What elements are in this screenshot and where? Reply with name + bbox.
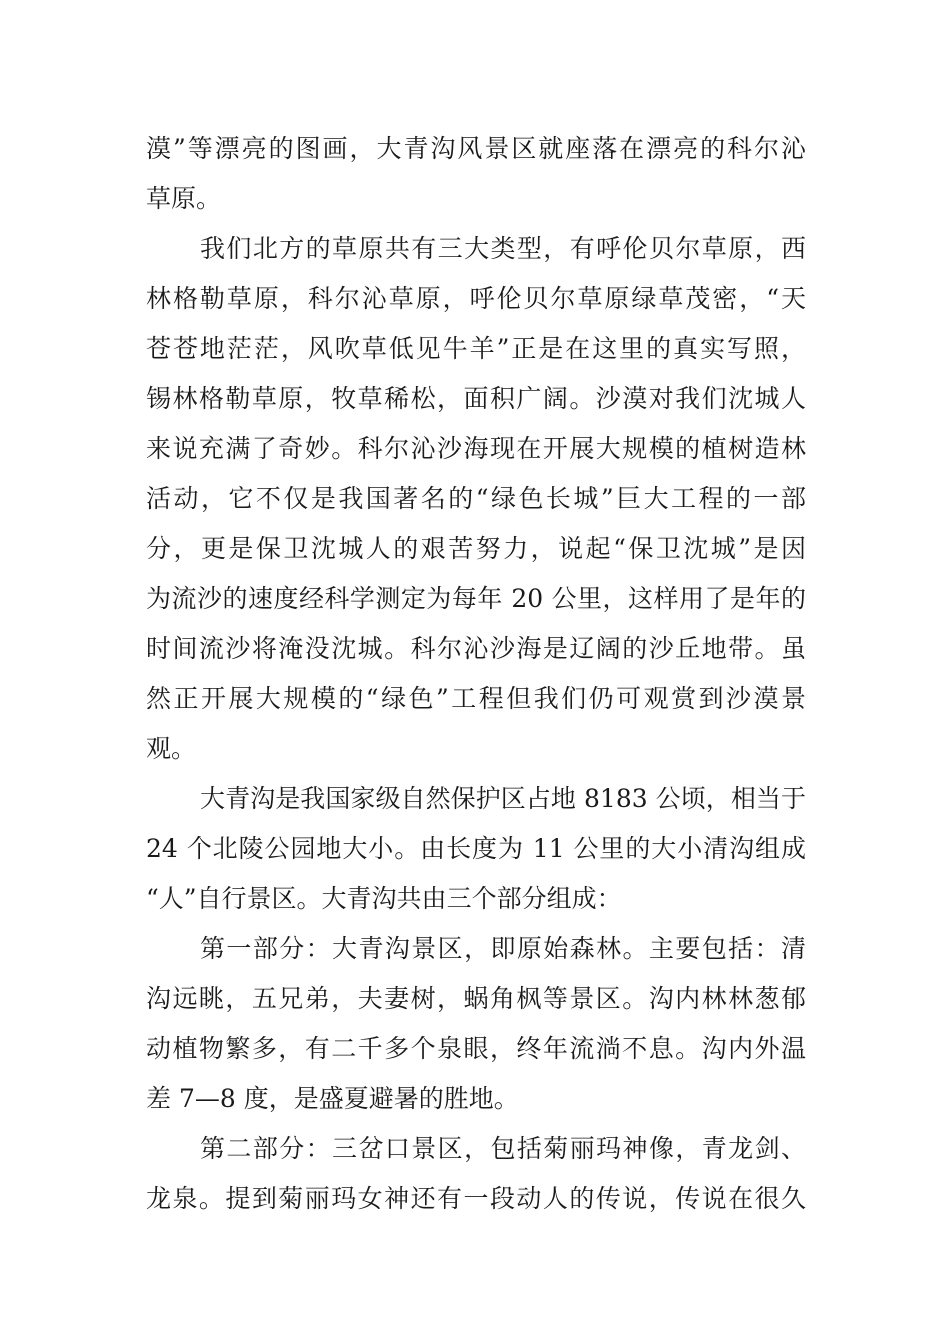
text-line: 时间流沙将淹没沈城。科尔沁沙海是辽阔的沙丘地带。虽: [146, 634, 806, 663]
text-line: 我们北方的草原共有三大类型，有呼伦贝尔草原，西: [200, 234, 806, 263]
body-text: [146, 124, 806, 1224]
text-line: 分，更是保卫沈城人的艰苦努力，说起“保卫沈城”是因: [146, 534, 806, 563]
text-line: 观。: [146, 734, 197, 763]
text-line: 第一部分：大青沟景区，即原始森林。主要包括：清: [200, 934, 806, 963]
text-line: 草原。: [146, 184, 222, 213]
text-line: 锡林格勒草原，牧草稀松，面积广阔。沙漠对我们沈城人: [146, 384, 806, 413]
text-line: 林格勒草原，科尔沁草原，呼伦贝尔草原绿草茂密，“天: [146, 284, 806, 313]
text-line: 大青沟是我国家级自然保护区占地 8183 公顷，相当于: [200, 784, 806, 813]
text-line: 动植物繁多，有二千多个泉眼，终年流淌不息。沟内外温: [146, 1034, 806, 1063]
text-line: 差 7—8 度，是盛夏避暑的胜地。: [146, 1084, 519, 1113]
text-line: 为流沙的速度经科学测定为每年 20 公里，这样用了是年的: [146, 584, 806, 613]
text-line: 龙泉。提到菊丽玛女神还有一段动人的传说，传说在很久: [146, 1184, 806, 1213]
text-line: 苍苍地茫茫，风吹草低见牛羊”正是在这里的真实写照，: [146, 334, 806, 363]
text-line: 漠”等漂亮的图画，大青沟风景区就座落在漂亮的科尔沁: [146, 134, 806, 163]
text-line: 24 个北陵公园地大小。由长度为 11 公里的大小清沟组成: [146, 834, 806, 863]
text-line: 第二部分：三岔口景区，包括菊丽玛神像，青龙剑、: [200, 1134, 806, 1163]
text-line: “人”自行景区。大青沟共由三个部分组成：: [146, 884, 622, 913]
text-line: 来说充满了奇妙。科尔沁沙海现在开展大规模的植树造林: [146, 434, 806, 463]
text-line: 沟远眺，五兄弟，夫妻树，蜗角枫等景区。沟内林林葱郁: [146, 984, 806, 1013]
text-line: 活动，它不仅是我国著名的“绿色长城”巨大工程的一部: [146, 484, 806, 513]
text-line: 然正开展大规模的“绿色”工程但我们仍可观赏到沙漠景: [146, 684, 806, 713]
